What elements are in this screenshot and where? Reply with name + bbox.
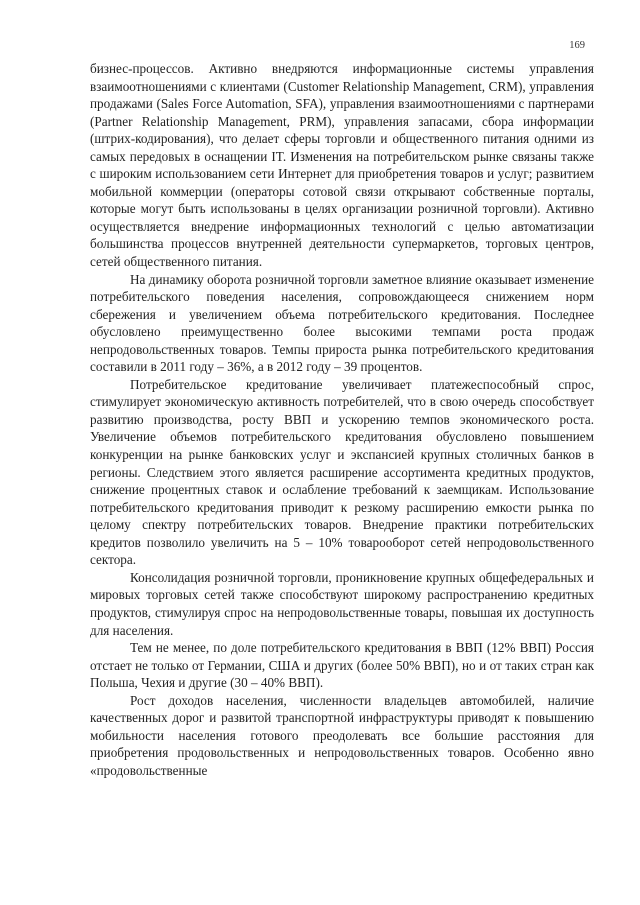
paragraph-it-systems: бизнес-процессов. Активно внедряются информационные системы управления взаимоотношениями с клиентами (Customer Relationship Management, CRM), управления продажами (Sales Force Automation, SFA), управления взаимоотношениями с партнерами (Partner Relationship Management, PRM), управления запасами, сбора информации (штрих-кодирования), что делает сферы торговли и общественного питания одними из самых передовых в оснащении IT. Изменения на потребительском рынке связаны также с широким использованием сети Интернет для приобретения товаров и услуг; развитием мобильной коммерции (операторы сотовой связи открывают собственные порталы, которые могут быть использованы в целях организации розничной торговли). Активно осуществляется внедрение информационных технологий с целью автоматизации большинства процессов внутренней деятельности супермаркетов, торговых центров, сетей общественного питания.: [90, 61, 594, 270]
page-number: 169: [569, 40, 585, 51]
body-text: [90, 60, 594, 779]
paragraph-credit-share-gdp: Тем не менее, по доле потребительского кредитования в ВВП (12% ВВП) Россия отстает не только от Германии, США и других (более 50% ВВП), но и от таких стран как Польша, Чехия и другие (30 – 40% ВВП).: [90, 640, 594, 691]
paragraph-consumer-behavior: На динамику оборота розничной торговли заметное влияние оказывает изменение потребительского поведения населения, сопровождающееся снижением норм сбережения и увеличением объема потребительского кредитования. Последнее обусловлено преимущественно более высокими темпами роста продаж непродовольственных товаров. Темпы прироста рынка потребительского кредитования составили в 2011 году – 36%, а в 2012 году – 39 процентов.: [90, 271, 594, 375]
paragraph-consumer-credit: Потребительское кредитование увеличивает платежеспособный спрос, стимулирует экономическую активность потребителей, что в свою очередь способствует развитию производства, росту ВВП и ускорению темпов экономического роста. Увеличение объемов потребительского кредитования обусловлено повышением конкуренции на рынке банковских услуг и экспансией крупных столичных банков в регионы. Следствием этого является расширение ассортимента кредитных продуктов, снижение процентных ставок и ослабление требований к заемщикам. Использование потребительского кредитования приводит к резкому расширению емкости рынка по целому спектру потребительских товаров. Внедрение практики потребительских кредитов позволило увеличить на 5 – 10% товарооборот сетей непродовольственного сектора.: [90, 376, 594, 568]
paragraph-income-growth: Рост доходов населения, численности владельцев автомобилей, наличие качественных дорог и развитой транспортной инфраструктуры приводят к повышению мобильности населения готового преодолевать все большие расстояния для приобретения продовольственных и непродовольственных товаров. Особенно явно «продовольственные: [90, 692, 594, 778]
paragraph-consolidation: Консолидация розничной торговли, проникновение крупных общефедеральных и мировых торговых сетей также способствуют широкому распространению кредитных продуктов, стимулируя спрос на непродовольственные товары, повышая их доступность для населения.: [90, 569, 594, 638]
